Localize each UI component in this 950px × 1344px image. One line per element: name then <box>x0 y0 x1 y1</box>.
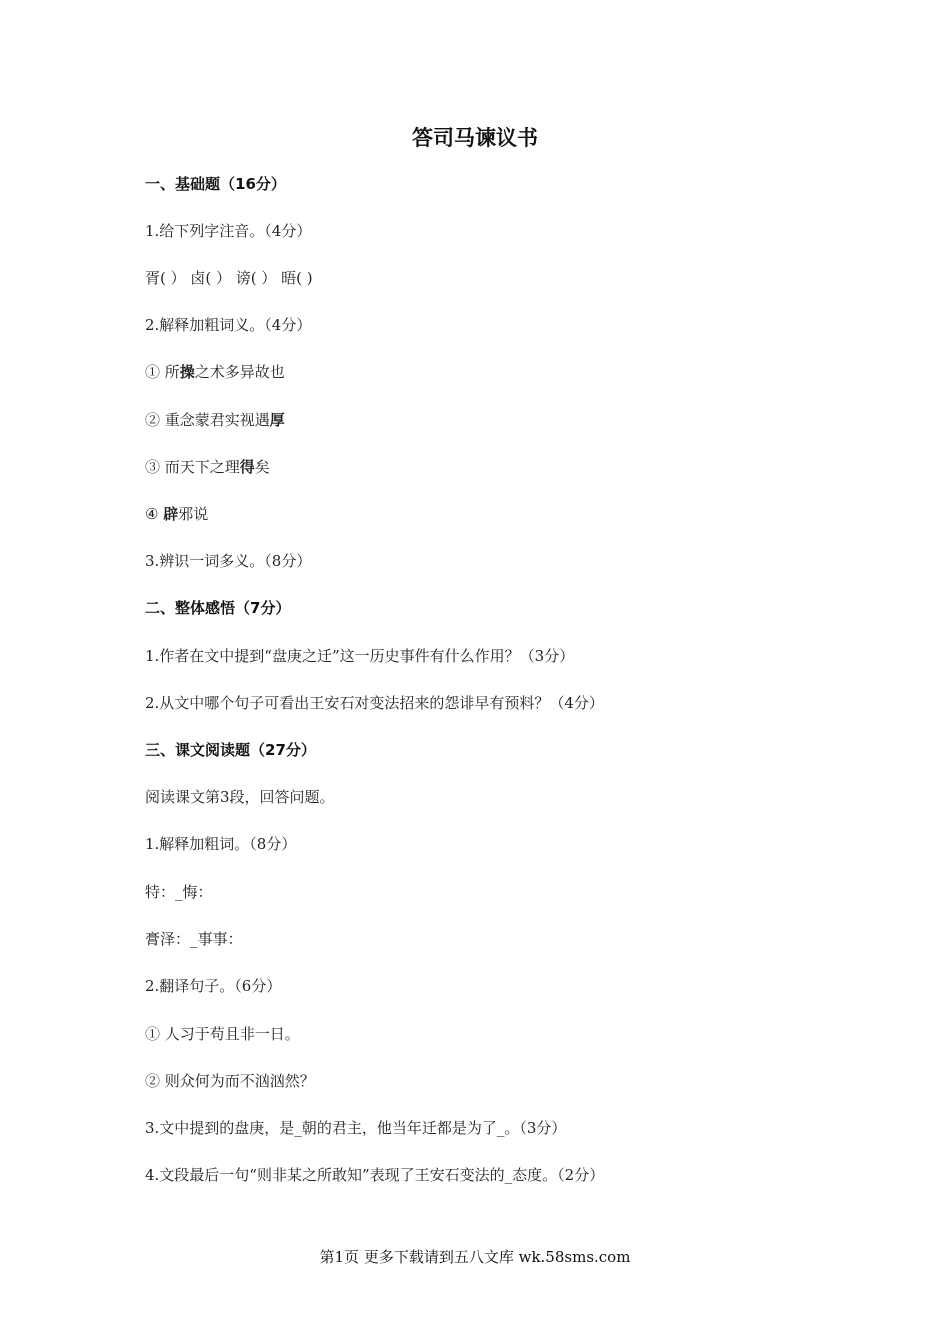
question-3-1-b: 膏泽：_事事： <box>145 930 243 948</box>
item-text: 矣 <box>254 458 270 476</box>
question-3-1-a: 特：_悔： <box>145 883 213 901</box>
question-3-1: 1.解释加粗词。（8分） <box>145 835 297 853</box>
bold-word: 得 <box>239 458 255 476</box>
item-text: ③ 而天下之理 <box>145 458 240 476</box>
item-text: 之术多异故也 <box>194 363 285 381</box>
question-3-2: 2.翻译句子。（6分） <box>145 977 282 995</box>
item-text: ④ <box>145 505 164 523</box>
page-footer: 第1页 更多下载请到五八文库 wk.58sms.com <box>319 1248 631 1266</box>
question-3-3: 3.文中提到的盘庚，是_朝的君主，他当年迁都是为了_。（3分） <box>145 1119 567 1137</box>
section-2-heading: 二、整体感悟（7分） <box>145 599 291 617</box>
question-3-2-b: ② 则众何为而不汹汹然？ <box>145 1072 315 1090</box>
question-2-2: 2.从文中哪个句子可看出王安石对变法招来的怨诽早有预料？（4分） <box>145 694 604 712</box>
definition-item-2 <box>145 410 285 430</box>
bold-word: 操 <box>179 363 195 381</box>
item-text: ② 重念蒙君实视遇 <box>145 411 270 429</box>
reading-instruction: 阅读课文第3段，回答问题。 <box>145 788 335 806</box>
section-3-heading: 三、课文阅读题（27分） <box>145 741 316 759</box>
item-text: 邪说 <box>178 505 209 523</box>
question-1-1: 1.给下列字注音。（4分） <box>145 222 312 240</box>
item-text: ① 所 <box>145 363 180 381</box>
bold-word: 厚 <box>269 411 285 429</box>
definition-item-3 <box>145 457 270 477</box>
question-3-2-a: ① 人习于苟且非一日。 <box>145 1025 300 1043</box>
question-3-4: 4.文段最后一句“则非某之所敢知”表现了王安石变法的_态度。（2分） <box>145 1166 605 1184</box>
definition-item-1 <box>145 362 285 382</box>
question-1-2: 2.解释加粗词义。（4分） <box>145 316 312 334</box>
bold-word: 辟 <box>163 505 179 523</box>
section-1-heading: 一、基础题（16分） <box>145 175 286 193</box>
question-1-3: 3.辨识一词多义。（8分） <box>145 552 312 570</box>
question-2-1: 1.作者在文中提到“盘庚之迁”这一历史事件有什么作用？（3分） <box>145 647 575 665</box>
document-title: 答司马谏议书 <box>412 126 538 150</box>
pinyin-characters: 胥( ） 卤( ） 谤( ） 晤( ) <box>145 269 313 287</box>
definition-item-4 <box>145 504 208 524</box>
